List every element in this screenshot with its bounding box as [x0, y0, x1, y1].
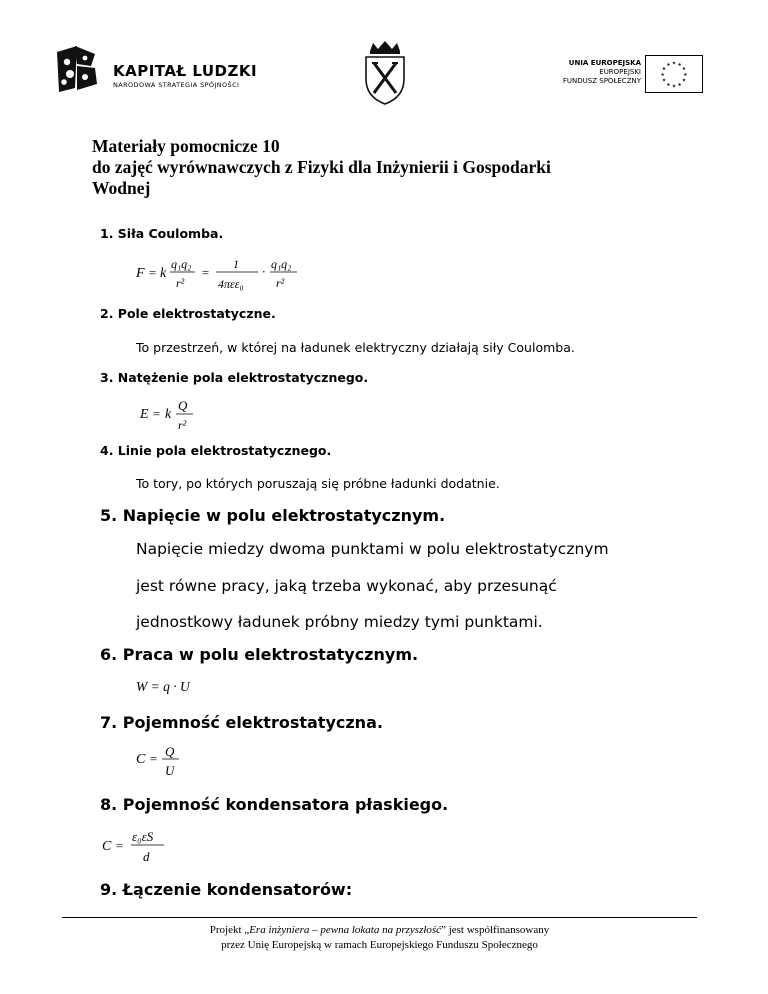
- university-crest-icon: [360, 41, 410, 105]
- section-5-line-3: jednostkowy ładunek próbny miedzy tymi punktami.: [136, 613, 543, 631]
- work-formula: [134, 676, 234, 698]
- section-5-heading: 5. Napięcie w polu elektrostatycznym.: [100, 506, 446, 525]
- capacity-lhs: C: [136, 752, 146, 767]
- document-title: [92, 136, 692, 199]
- eu-flag-icon: [645, 55, 703, 93]
- svg-text:★: ★: [683, 72, 688, 78]
- section-8-heading: 8. Pojemność kondensatora płaskiego.: [100, 795, 449, 814]
- title-line-3: Wodnej: [92, 178, 151, 198]
- footer-divider: [62, 917, 697, 918]
- plate-lhs: C: [102, 839, 112, 854]
- kapital-ludzki-emblem-icon: [55, 44, 107, 94]
- field-num: Q: [178, 398, 188, 413]
- page-footer: [62, 923, 697, 953]
- coulomb-den3: r²: [276, 276, 285, 290]
- coulomb-den2: 4πεε₀: [218, 277, 244, 291]
- plate-formula: [102, 824, 182, 866]
- coulomb-formula: [134, 252, 324, 294]
- footer-line-2: przez Unię Europejską w ramach Europejskiego Funduszu Społecznego: [221, 939, 538, 951]
- svg-text:★: ★: [666, 62, 671, 68]
- title-line-2: do zajęć wyrównawczych z Fizyki dla Inżynierii i Gospodarki: [92, 157, 551, 177]
- svg-text:★: ★: [681, 67, 687, 73]
- work-text: W = q · U: [136, 679, 190, 694]
- section-2-text: To przestrzeń, w której na ładunek elektryczny działają siły Coulomba.: [136, 340, 575, 355]
- field-lhs: E: [140, 407, 149, 422]
- kl-title: KAPITAŁ LUDZKI: [113, 62, 258, 80]
- svg-text:=: =: [149, 751, 158, 766]
- eu-line2: EUROPEJSKI: [599, 68, 641, 76]
- svg-text:★: ★: [660, 72, 665, 78]
- footer-suffix: ” jest współfinansowany: [441, 924, 550, 936]
- field-formula: [138, 396, 218, 436]
- svg-text:=: =: [115, 838, 124, 853]
- page-header: [0, 0, 768, 110]
- section-2-heading: 2. Pole elektrostatyczne.: [100, 306, 276, 321]
- section-3-heading: 3. Natężenie pola elektrostatycznego.: [100, 370, 369, 385]
- svg-text:★: ★: [671, 61, 677, 67]
- svg-text:★: ★: [666, 82, 671, 88]
- section-5-line-2: jest równe pracy, jaką trzeba wykonać, aby przesunąć: [136, 577, 557, 595]
- kapital-ludzki-logo: [55, 44, 270, 99]
- svg-text:★: ★: [661, 78, 667, 84]
- field-k: k: [165, 407, 172, 422]
- capacity-num: Q: [165, 744, 175, 759]
- section-9-heading: 9. Łączenie kondensatorów:: [100, 880, 353, 899]
- svg-text:★: ★: [681, 78, 687, 84]
- footer-project-name: Era inżyniera – pewna lokata na przyszłość: [249, 924, 442, 936]
- svg-text:=: =: [152, 406, 161, 421]
- coulomb-num3: q₁q₂: [271, 257, 292, 271]
- section-4-text: To tory, po których poruszają się próbne ładunki dodatnie.: [136, 476, 500, 491]
- footer-prefix: Projekt „: [209, 924, 250, 936]
- svg-text:=: =: [148, 265, 157, 280]
- section-7-heading: 7. Pojemność elektrostatyczna.: [100, 713, 383, 732]
- coulomb-den1: r²: [176, 276, 185, 290]
- section-5-line-1: Napięcie miedzy dwoma punktami w polu elektrostatycznym: [136, 540, 609, 558]
- svg-text:★: ★: [677, 82, 682, 88]
- section-6-heading: 6. Praca w polu elektrostatycznym.: [100, 645, 419, 664]
- eu-logo: [555, 55, 703, 95]
- coulomb-one: 1: [233, 257, 239, 271]
- coulomb-k: k: [160, 266, 167, 281]
- svg-text:·: ·: [262, 264, 266, 279]
- svg-text:=: =: [201, 265, 210, 280]
- footer-line-1: [62, 923, 697, 938]
- kl-subtitle: NARODOWA STRATEGIA SPÓJNOŚCI: [113, 81, 240, 89]
- coulomb-num1: q₁q₂: [171, 257, 192, 271]
- svg-text:★: ★: [677, 62, 682, 68]
- capacity-formula: [136, 741, 196, 781]
- svg-text:★: ★: [661, 67, 667, 73]
- eu-text: [563, 59, 641, 86]
- plate-den: d: [143, 849, 150, 864]
- eu-line1: UNIA EUROPEJSKA: [568, 59, 641, 67]
- section-1-heading: 1. Siła Coulomba.: [100, 226, 224, 241]
- coulomb-lhs: F: [136, 266, 145, 281]
- svg-text:★: ★: [671, 84, 677, 90]
- plate-num: ε₀εS: [132, 829, 154, 844]
- capacity-den: U: [165, 763, 175, 778]
- field-den: r²: [178, 418, 187, 432]
- eu-line3: FUNDUSZ SPOŁECZNY: [562, 77, 641, 85]
- title-line-1: Materiały pomocnicze 10: [92, 136, 280, 156]
- section-4-heading: 4. Linie pola elektrostatycznego.: [100, 443, 332, 458]
